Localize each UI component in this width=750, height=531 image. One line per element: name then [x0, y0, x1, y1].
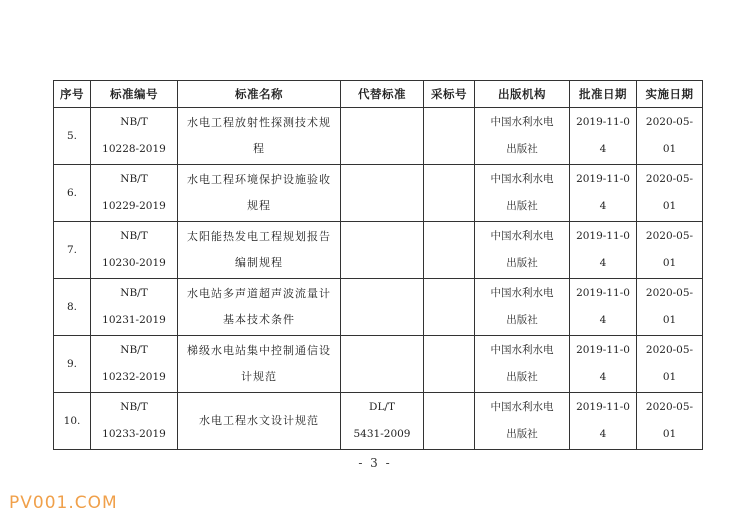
cell-approve-line2: 4: [599, 371, 607, 383]
cell-approve-date: [570, 393, 637, 450]
cell-code-line2: 10231-2019: [102, 314, 166, 326]
cell-approve-line2: 4: [599, 428, 607, 440]
cell-approve-date: [570, 108, 637, 165]
cell-code: [91, 165, 178, 222]
cell-seq: 7.: [54, 222, 91, 279]
table-header-row: [54, 81, 703, 108]
cell-name-line2: 编制规程: [235, 256, 283, 269]
cell-name-line1: 水电站多声道超声波流量计: [187, 287, 331, 300]
cell-code-line2: 10232-2019: [102, 371, 166, 383]
table-row: [54, 393, 703, 450]
cell-adopted: [424, 279, 475, 336]
cell-code-line1: NB/T: [120, 401, 148, 413]
cell-approve-date: [570, 165, 637, 222]
cell-approve-line1: 2019-11-0: [576, 230, 630, 242]
cell-code-line1: NB/T: [120, 230, 148, 242]
cell-code-line1: NB/T: [120, 173, 148, 185]
header-code: 标准编号: [91, 81, 178, 108]
cell-code-line2: 10228-2019: [102, 143, 166, 155]
cell-approve-date: [570, 336, 637, 393]
cell-approve-line1: 2019-11-0: [576, 401, 630, 413]
cell-publisher-line2: 出版社: [506, 200, 538, 212]
cell-seq: 8.: [54, 279, 91, 336]
cell-replaces: [341, 165, 424, 222]
cell-code-line2: 10233-2019: [102, 428, 166, 440]
cell-name-line1: 水电工程水文设计规范: [199, 414, 319, 427]
cell-name: [178, 336, 341, 393]
cell-approve-line2: 4: [599, 314, 607, 326]
cell-approve-line1: 2019-11-0: [576, 116, 630, 128]
cell-adopted: [424, 108, 475, 165]
cell-publisher-line2: 出版社: [506, 143, 538, 155]
cell-name-line2: 程: [253, 142, 265, 155]
cell-publisher-line1: 中国水利水电: [490, 344, 554, 356]
header-publisher: 出版机构: [475, 81, 570, 108]
table-row: [54, 279, 703, 336]
cell-code-line2: 10229-2019: [102, 200, 166, 212]
cell-code: [91, 393, 178, 450]
table-body: [54, 108, 703, 450]
cell-name-line1: 太阳能热发电工程规划报告: [187, 230, 331, 243]
cell-effective-line1: 2020-05-: [645, 173, 694, 185]
cell-replaces-line1: DL/T: [369, 401, 395, 413]
cell-approve-line2: 4: [599, 143, 607, 155]
cell-adopted: [424, 393, 475, 450]
cell-publisher: [475, 165, 570, 222]
cell-publisher-line2: 出版社: [506, 371, 538, 383]
page-number: - 3 -: [358, 456, 392, 470]
cell-publisher: [475, 393, 570, 450]
cell-effective-date: [637, 222, 703, 279]
cell-replaces: [341, 222, 424, 279]
cell-seq: 5.: [54, 108, 91, 165]
cell-name: [178, 108, 341, 165]
cell-approve-line1: 2019-11-0: [576, 173, 630, 185]
cell-effective-line1: 2020-05-: [645, 287, 694, 299]
cell-publisher: [475, 222, 570, 279]
cell-code-line1: NB/T: [120, 344, 148, 356]
cell-publisher-line1: 中国水利水电: [490, 230, 554, 242]
header-effective-date: 实施日期: [637, 81, 703, 108]
cell-publisher-line1: 中国水利水电: [490, 287, 554, 299]
cell-effective-line2: 01: [662, 257, 677, 269]
cell-name: [178, 393, 341, 450]
header-name: 标准名称: [178, 81, 341, 108]
cell-approve-line1: 2019-11-0: [576, 344, 630, 356]
cell-adopted: [424, 336, 475, 393]
cell-adopted: [424, 165, 475, 222]
site-watermark: PV001.COM: [9, 493, 118, 513]
cell-replaces: [341, 393, 424, 450]
cell-effective-date: [637, 279, 703, 336]
cell-approve-line2: 4: [599, 200, 607, 212]
cell-publisher-line2: 出版社: [506, 428, 538, 440]
cell-code-line1: NB/T: [120, 287, 148, 299]
cell-approve-date: [570, 279, 637, 336]
cell-name: [178, 279, 341, 336]
cell-effective-line1: 2020-05-: [645, 344, 694, 356]
cell-code-line2: 10230-2019: [102, 257, 166, 269]
cell-name: [178, 222, 341, 279]
cell-adopted: [424, 222, 475, 279]
header-seq: 序号: [54, 81, 91, 108]
cell-publisher: [475, 108, 570, 165]
cell-publisher: [475, 336, 570, 393]
cell-name-line2: 规程: [247, 199, 271, 212]
cell-replaces: [341, 279, 424, 336]
cell-publisher-line1: 中国水利水电: [490, 401, 554, 413]
cell-name-line1: 水电工程放射性探测技术规: [187, 116, 331, 129]
standards-table: [53, 80, 703, 450]
cell-publisher: [475, 279, 570, 336]
header-replaces: 代替标准: [341, 81, 424, 108]
cell-approve-line2: 4: [599, 257, 607, 269]
cell-effective-line2: 01: [662, 143, 677, 155]
cell-seq: 10.: [54, 393, 91, 450]
cell-effective-line2: 01: [662, 200, 677, 212]
cell-name: [178, 165, 341, 222]
cell-effective-line2: 01: [662, 314, 677, 326]
cell-seq: 9.: [54, 336, 91, 393]
cell-name-line1: 梯级水电站集中控制通信设: [187, 344, 331, 357]
cell-name-line2: 计规范: [241, 370, 277, 383]
cell-publisher-line2: 出版社: [506, 257, 538, 269]
cell-effective-date: [637, 108, 703, 165]
header-approve-date: 批准日期: [570, 81, 637, 108]
cell-effective-line1: 2020-05-: [645, 230, 694, 242]
cell-code: [91, 336, 178, 393]
cell-replaces-line2: 5431-2009: [353, 428, 411, 440]
table-row: [54, 222, 703, 279]
cell-name-line1: 水电工程环境保护设施验收: [187, 173, 331, 186]
cell-publisher-line1: 中国水利水电: [490, 173, 554, 185]
cell-replaces: [341, 108, 424, 165]
cell-effective-line2: 01: [662, 371, 677, 383]
cell-publisher-line1: 中国水利水电: [490, 116, 554, 128]
cell-approve-date: [570, 222, 637, 279]
cell-seq: 6.: [54, 165, 91, 222]
cell-code: [91, 108, 178, 165]
cell-effective-line1: 2020-05-: [645, 401, 694, 413]
cell-code-line1: NB/T: [120, 116, 148, 128]
cell-publisher-line2: 出版社: [506, 314, 538, 326]
cell-code: [91, 222, 178, 279]
cell-replaces: [341, 336, 424, 393]
table-header: [54, 81, 703, 108]
cell-name-line2: 基本技术条件: [223, 313, 295, 326]
cell-effective-line2: 01: [662, 428, 677, 440]
cell-effective-line1: 2020-05-: [645, 116, 694, 128]
cell-effective-date: [637, 165, 703, 222]
table-row: [54, 336, 703, 393]
cell-effective-date: [637, 336, 703, 393]
header-adopted: 采标号: [424, 81, 475, 108]
cell-approve-line1: 2019-11-0: [576, 287, 630, 299]
table-row: [54, 108, 703, 165]
table-row: [54, 165, 703, 222]
cell-code: [91, 279, 178, 336]
cell-effective-date: [637, 393, 703, 450]
